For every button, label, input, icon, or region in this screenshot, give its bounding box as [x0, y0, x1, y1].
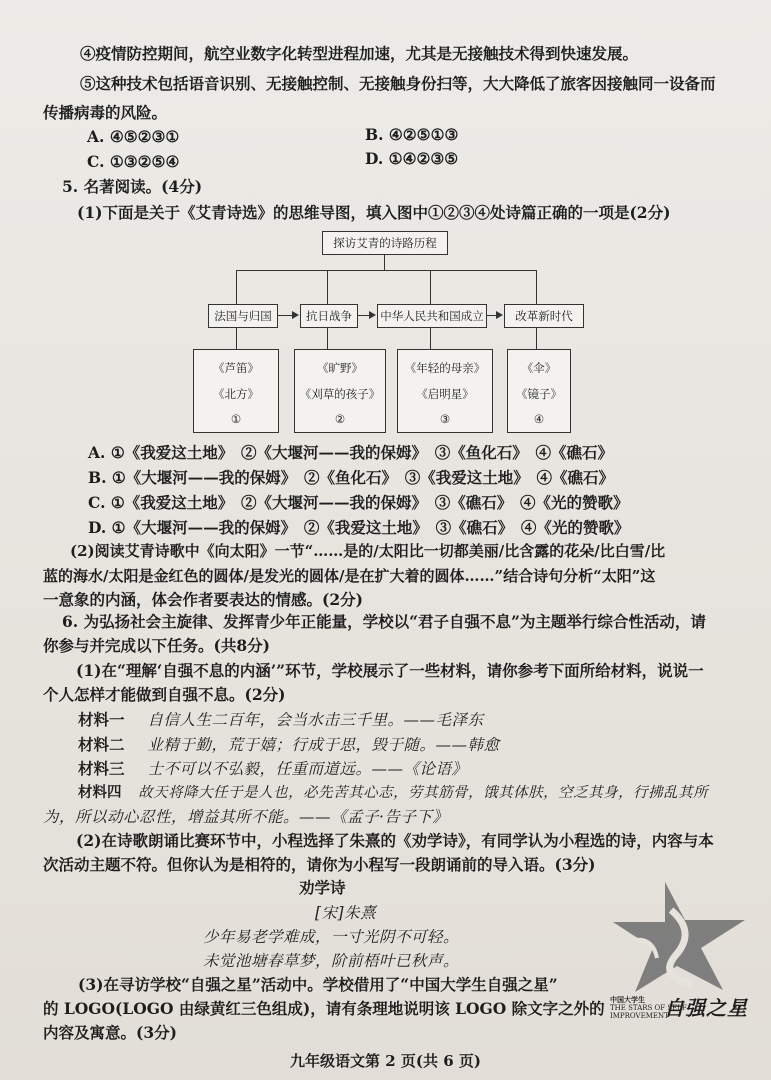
arrow-right-icon — [496, 311, 503, 319]
poem-line: 少年易老学难成，一寸光阴不可轻。 — [203, 928, 460, 946]
q4-sentence-4: ④疫情防控期间，航空业数字化转型进程加速，尤其是无接触技术得到快速发展。 — [80, 44, 639, 63]
logo-text-en: THE STARS OF SELF — [610, 1004, 687, 1012]
q5-sub2-cont: 蓝的海水/太阳是金红色的圆体/是发光的圆体/是在扩大着的圆体……”结合诗句分析“太阳”这 — [43, 567, 656, 585]
poem-title: 《年轻的母亲》 — [404, 361, 486, 375]
mindmap-connector — [327, 270, 328, 304]
mindmap-connector — [236, 270, 536, 271]
q4-sentence-5: ⑤这种技术包括语音识别、无接触控制、无接触身份扫等，大大降低了旅客因接触同一设备而 — [80, 74, 716, 93]
q6-sub1: (1)在“理解‘自强不息的内涵’”环节，学校展示了一些材料，请你参考下面所给材料，说说一 — [76, 661, 704, 680]
mindmap-connector — [236, 327, 237, 349]
q5-sub1: (1)下面是关于《艾青诗选》的思维导图，填入图中①②③④处诗篇正确的一项是(2分) — [77, 203, 671, 222]
mindmap-column-4 — [507, 349, 571, 433]
q4-sentence-5-cont: 传播病毒的风险。 — [43, 103, 168, 122]
q5-option-d: D. ①《大堰河——我的保姆》 ②《我爱这土地》 ③《礁石》 ④《光的赞歌》 — [88, 518, 630, 537]
poem-title: 《北方》 — [213, 387, 259, 401]
mindmap-connector — [536, 327, 537, 349]
material-3 — [78, 759, 467, 779]
mindmap-connector — [430, 270, 431, 304]
material-label: 材料三 — [78, 759, 125, 778]
logo-text-cn: 中国大学生 — [610, 995, 645, 1004]
q6-sub3-cont: 的 LOGO(LOGO 由绿黄红三色组成)，请有条理地说明该 LOGO 除文字之外的 — [43, 999, 605, 1018]
mindmap-connector — [236, 270, 237, 304]
q6-sub2: (2)在诗歌朗诵比赛环节中，小程选择了朱熹的《劝学诗》，有同学认为小程选的诗，内容与本 — [76, 831, 714, 850]
blank-marker: ② — [334, 412, 346, 426]
material-4 — [78, 783, 708, 803]
mindmap-connector — [384, 254, 385, 270]
mindmap-stage-1: 法国与归国 — [208, 304, 278, 328]
q6-sub3: (3)在寻访学校“自强之星”活动中。学校借用了“中国大学生自强之星” — [78, 975, 558, 994]
material-text: 士不可以不弘毅，任重而道远。——《论语》 — [147, 760, 468, 778]
mindmap-column-2 — [294, 349, 386, 433]
poem-title: 《伞》 — [521, 361, 557, 375]
blank-marker: ④ — [533, 412, 545, 426]
poem-title: 《旷野》 — [317, 361, 363, 375]
material-label: 材料二 — [78, 735, 125, 754]
q4-option-c: C. ①③②⑤④ — [87, 152, 180, 171]
q5-option-c: C. ①《我爱这土地》 ②《大堰河——我的保姆》 ③《礁石》 ④《光的赞歌》 — [88, 493, 629, 512]
q5-option-b: B. ①《大堰河——我的保姆》 ②《鱼化石》 ③《我爱这土地》 ④《礁石》 — [88, 468, 615, 487]
blank-marker: ① — [230, 412, 242, 426]
page-footer: 九年级语文第 2 页(共 6 页) — [290, 1052, 481, 1070]
mindmap-connector — [536, 270, 537, 304]
material-label: 材料一 — [78, 710, 125, 729]
mindmap-connector — [430, 327, 431, 349]
q4-option-d: D. ①④②③⑤ — [365, 149, 459, 168]
material-text: 业精于勤，荒于嬉；行成于思，毁于随。——韩愈 — [147, 736, 500, 754]
arrow-right-icon — [292, 311, 299, 319]
poem-author: [宋]朱熹 — [315, 904, 377, 922]
mindmap-stage-2: 抗日战争 — [300, 304, 358, 328]
poem-line: 未觉池塘春草梦，阶前梧叶已秋声。 — [203, 952, 460, 970]
poem-title: 《启明星》 — [416, 387, 474, 401]
q6-sub1-cont: 个人怎样才能做到自强不息。(2分) — [43, 685, 286, 704]
poem-title: 《镜子》 — [516, 387, 562, 401]
q5-sub2-cont: 一意象的内涵，体会作者要表达的情感。(2分) — [43, 590, 363, 609]
q6-sub3-cont: 内容及寓意。(3分) — [43, 1023, 177, 1042]
mindmap-column-3 — [397, 349, 493, 433]
logo-script-text: 自强之星 — [664, 996, 748, 1020]
q6-sub2-cont: 次活动主题不符。但你认为是相符的，请你为小程写一段朗诵前的导入语。(3分) — [43, 855, 596, 874]
mindmap-arrow-line — [277, 315, 293, 316]
q5-option-a: A. ①《我爱这土地》 ②《大堰河——我的保姆》 ③《鱼化石》 ④《礁石》 — [88, 443, 613, 462]
poem-title: 《刈草的孩子》 — [299, 387, 381, 401]
arrow-right-icon — [369, 311, 376, 319]
material-text: 自信人生二百年，会当水击三千里。——毛泽东 — [147, 711, 484, 729]
q4-option-b: B. ④②⑤①③ — [365, 125, 459, 144]
mindmap-column-1 — [193, 349, 279, 433]
logo-text-en: IMPROVEMENT — [610, 1012, 669, 1020]
q6-intro-cont: 你参与并完成以下任务。(共8分) — [43, 636, 270, 655]
mindmap-stage-4: 改革新时代 — [504, 304, 584, 328]
material-label: 材料四 — [78, 784, 122, 801]
material-2 — [78, 735, 499, 755]
blank-marker: ③ — [439, 412, 451, 426]
mindmap-connector — [327, 327, 328, 349]
material-text: 故天将降大任于是人也，必先苦其心志，劳其筋骨，饿其体肤，空乏其身，行拂乱其所 — [138, 785, 709, 801]
material-1 — [78, 710, 483, 730]
mindmap-root: 探访艾青的诗路历程 — [322, 231, 448, 255]
poem-title: 《芦笛》 — [213, 361, 259, 375]
q5-sub2: (2)阅读艾青诗歌中《向太阳》一节“……是的/太阳比一切都美丽/比含露的花朵/比白雪/比 — [70, 542, 666, 560]
poem-title: 劝学诗 — [299, 878, 346, 897]
mindmap-stage-3: 中华人民共和国成立 — [377, 304, 487, 328]
q5-title: 5. 名著阅读。(4分) — [62, 177, 203, 196]
material-4-cont: 为，所以动心忍性，增益其所不能。——《孟子·告子下》 — [43, 808, 449, 826]
q4-option-a: A. ④⑤②③① — [87, 127, 180, 146]
q6-intro: 6. 为弘扬社会主旋律、发挥青少年正能量，学校以“君子自强不息”为主题举行综合性活动，请 — [62, 612, 706, 631]
